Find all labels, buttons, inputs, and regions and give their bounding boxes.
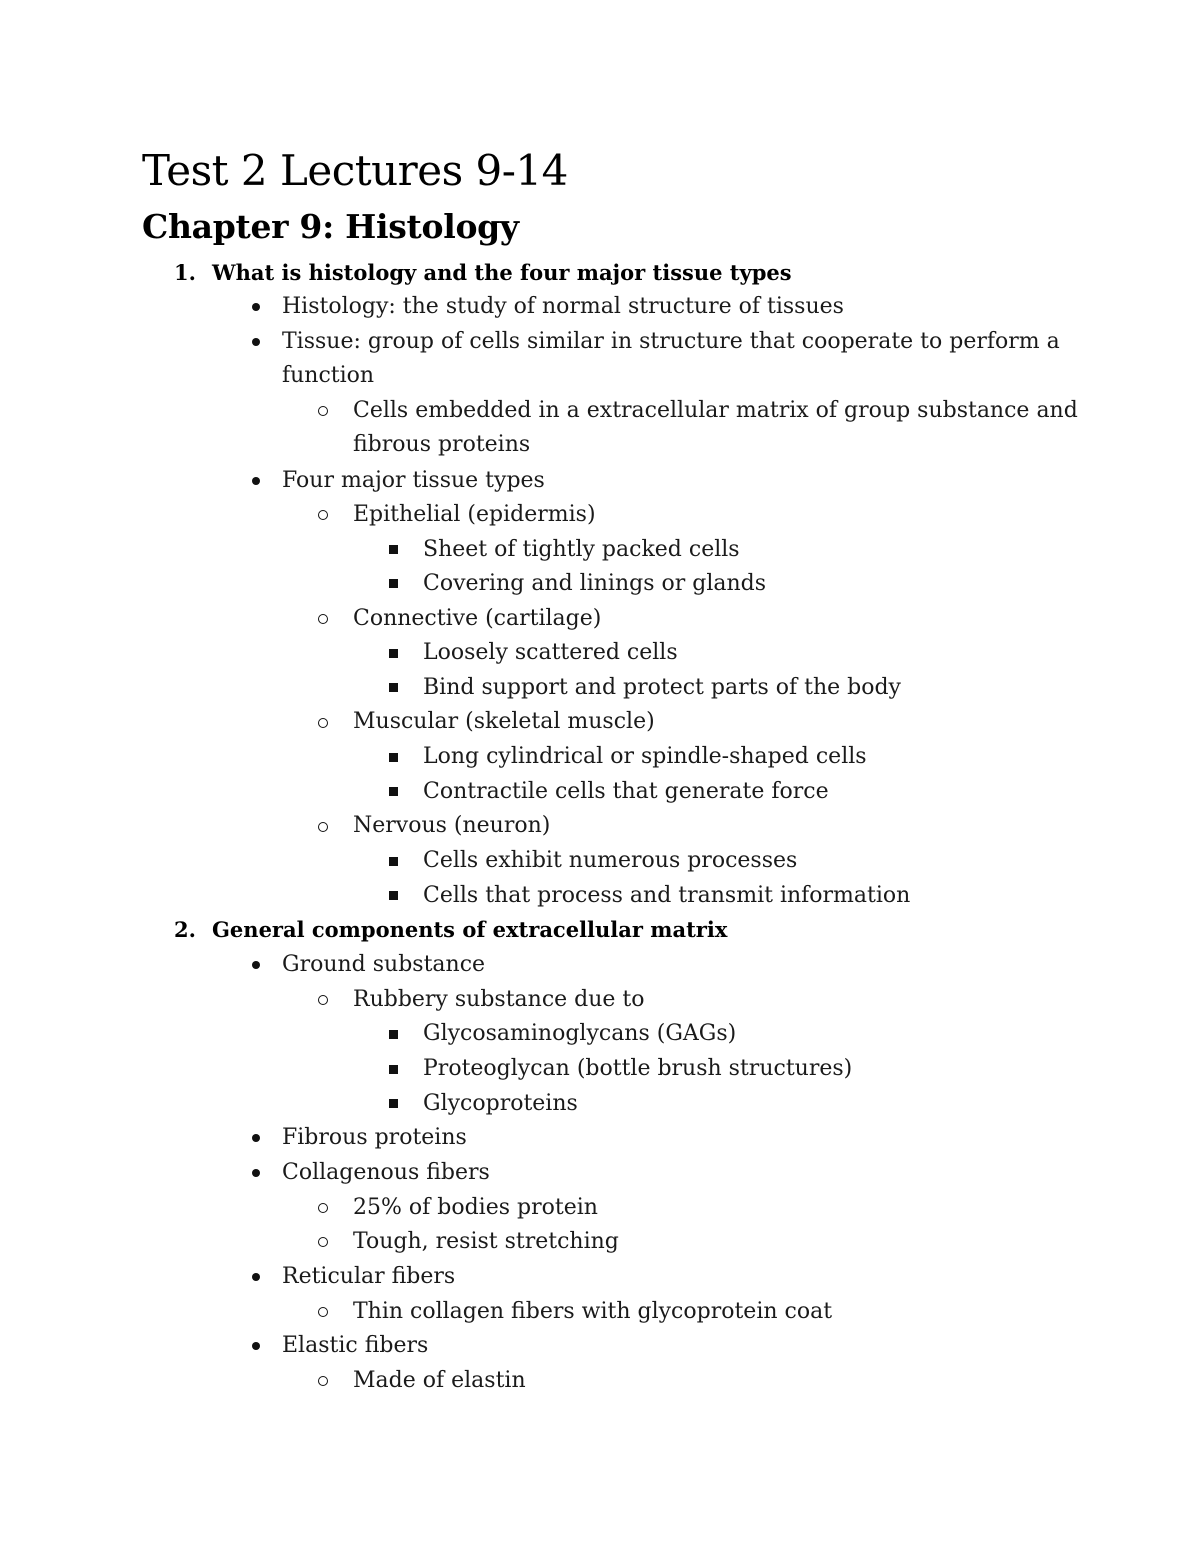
bullet-disc-icon xyxy=(252,1169,260,1177)
list-item: 25% of bodies protein xyxy=(353,1195,598,1220)
list-item: Covering and linings or glands xyxy=(423,571,767,596)
bullet-square-icon xyxy=(389,1099,398,1108)
bullet-circle-icon xyxy=(318,822,328,832)
bullet-disc-icon xyxy=(252,1273,260,1281)
bullet-disc-icon xyxy=(252,338,260,346)
bullet-square-icon xyxy=(389,545,398,554)
bullet-square-icon xyxy=(389,579,398,588)
bullet-circle-icon xyxy=(318,1307,328,1317)
section-heading: What is histology and the four major tissue types xyxy=(212,260,792,285)
bullet-disc-icon xyxy=(252,1134,260,1142)
bullet-square-icon xyxy=(389,1065,398,1074)
list-item: Nervous (neuron) xyxy=(353,813,551,838)
list-item: Epithelial (epidermis) xyxy=(353,502,596,527)
bullet-circle-icon xyxy=(318,718,328,728)
list-item: Collagenous fibers xyxy=(282,1160,490,1185)
section-number: 1. xyxy=(174,260,196,285)
bullet-circle-icon xyxy=(318,1376,328,1386)
bullet-square-icon xyxy=(389,1030,398,1039)
list-item: Made of elastin xyxy=(353,1368,526,1393)
list-item: Cells exhibit numerous processes xyxy=(423,848,798,873)
bullet-disc-icon xyxy=(252,1342,260,1350)
list-item: Histology: the study of normal structure of tissues xyxy=(282,294,844,319)
list-item: Glycosaminoglycans (GAGs) xyxy=(423,1021,737,1046)
bullet-circle-icon xyxy=(318,510,328,520)
bullet-square-icon xyxy=(389,683,398,692)
list-item: Muscular (skeletal muscle) xyxy=(353,709,655,734)
list-item: Elastic fibers xyxy=(282,1333,429,1358)
list-item: Rubbery substance due to xyxy=(353,987,645,1012)
document-title: Test 2 Lectures 9-14 xyxy=(142,146,568,195)
list-item: Sheet of tightly packed cells xyxy=(423,537,740,562)
bullet-disc-icon xyxy=(252,477,260,485)
bullet-square-icon xyxy=(389,753,398,762)
bullet-square-icon xyxy=(389,891,398,900)
list-item-continuation: function xyxy=(282,363,375,388)
list-item: Tough, resist stretching xyxy=(353,1229,619,1254)
list-item: Reticular fibers xyxy=(282,1264,456,1289)
list-item: Tissue: group of cells similar in structure that cooperate to perform a xyxy=(282,329,1060,354)
list-item: Glycoproteins xyxy=(423,1091,578,1116)
bullet-circle-icon xyxy=(318,1203,328,1213)
bullet-square-icon xyxy=(389,649,398,658)
list-item: Ground substance xyxy=(282,952,486,977)
section-number: 2. xyxy=(174,917,196,942)
chapter-heading: Chapter 9: Histology xyxy=(142,207,519,246)
bullet-circle-icon xyxy=(318,406,328,416)
list-item: Fibrous proteins xyxy=(282,1125,467,1150)
list-item: Thin collagen fibers with glycoprotein coat xyxy=(353,1299,833,1324)
list-item: Four major tissue types xyxy=(282,468,545,493)
section-heading: General components of extracellular matrix xyxy=(212,917,728,942)
list-item: Proteoglycan (bottle brush structures) xyxy=(423,1056,853,1081)
list-item-continuation: fibrous proteins xyxy=(353,432,531,457)
bullet-square-icon xyxy=(389,787,398,796)
bullet-circle-icon xyxy=(318,614,328,624)
bullet-circle-icon xyxy=(318,995,328,1005)
list-item: Connective (cartilage) xyxy=(353,606,602,631)
bullet-disc-icon xyxy=(252,961,260,969)
list-item: Contractile cells that generate force xyxy=(423,779,829,804)
list-item: Cells that process and transmit information xyxy=(423,883,911,908)
list-item: Bind support and protect parts of the body xyxy=(423,675,901,700)
bullet-disc-icon xyxy=(252,303,260,311)
list-item: Long cylindrical or spindle-shaped cells xyxy=(423,744,867,769)
bullet-square-icon xyxy=(389,857,398,866)
bullet-circle-icon xyxy=(318,1237,328,1247)
list-item: Cells embedded in a extracellular matrix of group substance and xyxy=(353,398,1078,423)
list-item: Loosely scattered cells xyxy=(423,640,678,665)
